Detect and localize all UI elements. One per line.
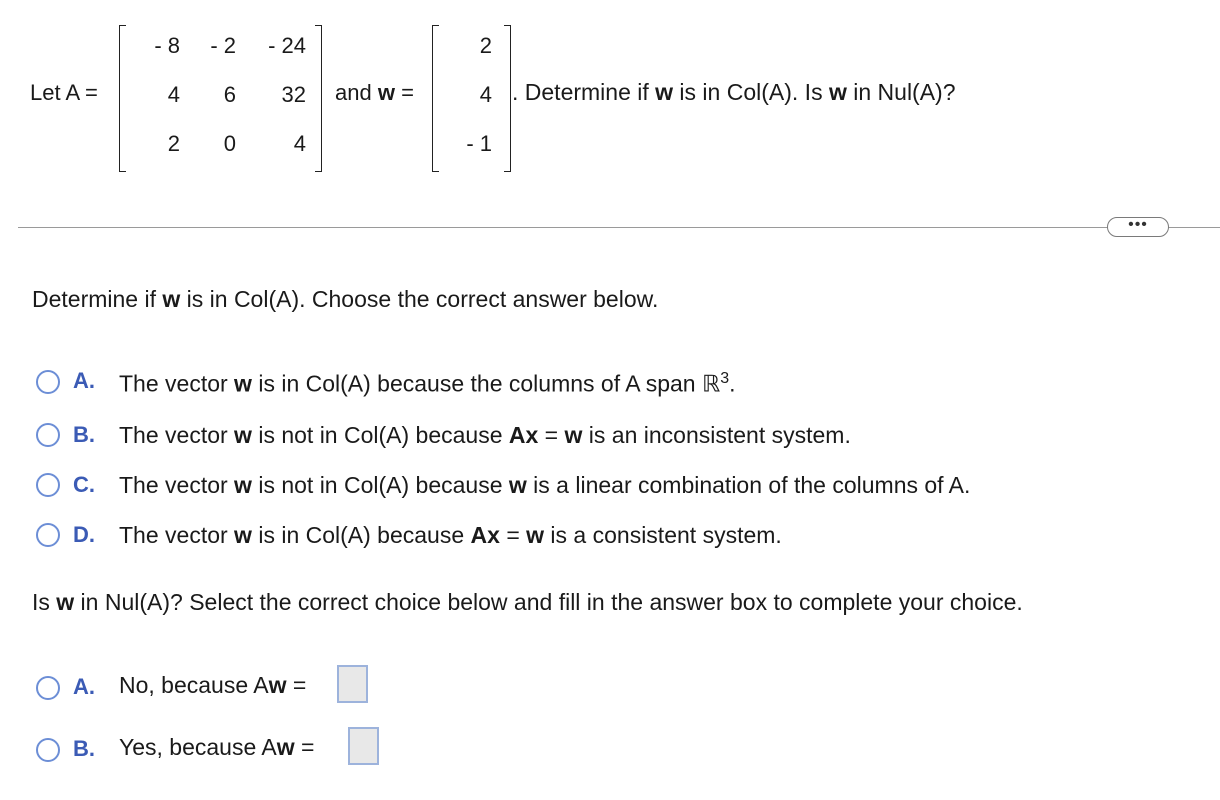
part1-option-c-text[interactable]: The vector w is not in Col(A) because w is a linear combination of the columns of A. [119, 472, 971, 498]
matrix-a-cell: 4 [167, 82, 180, 107]
matrix-a-cell: - 24 [268, 33, 306, 58]
part2-option-b-answer-box[interactable] [348, 727, 379, 765]
part1-option-c-letter: C. [73, 472, 95, 497]
part2-option-b-text[interactable]: Yes, because Aw = [119, 734, 315, 760]
vector-w-cell: 4 [479, 82, 492, 107]
part1-option-a-letter: A. [73, 368, 95, 393]
part1-option-b-radio[interactable] [36, 423, 60, 447]
more-options-button[interactable]: ••• [1107, 217, 1169, 237]
part2-option-a-letter: A. [73, 674, 95, 699]
matrix-a-cell: - 2 [210, 33, 236, 58]
vector-w-cell: 2 [479, 33, 492, 58]
matrix-a-cell: - 8 [154, 33, 180, 58]
matrix-a-cell: 0 [223, 131, 236, 156]
matrix-a-cell: 4 [293, 131, 306, 156]
part1-option-c-radio[interactable] [36, 473, 60, 497]
part1-option-d-letter: D. [73, 522, 95, 547]
matrix-a-cell: 32 [281, 82, 306, 107]
section-divider [18, 227, 1220, 228]
part2-option-a-radio[interactable] [36, 676, 60, 700]
part2-option-a-answer-box[interactable] [337, 665, 368, 703]
part1-option-d-radio[interactable] [36, 523, 60, 547]
matrix-a-right-bracket [315, 25, 322, 172]
matrix-a-cell: 6 [223, 82, 236, 107]
and-w-label: and w = [335, 80, 414, 105]
part1-option-b-letter: B. [73, 422, 95, 447]
matrix-a-cell: 2 [167, 131, 180, 156]
part2-prompt: Is w in Nul(A)? Select the correct choice below and fill in the answer box to complete your choice. [32, 589, 1023, 615]
vector-w-right-bracket [504, 25, 511, 172]
vector-w-cell: - 1 [466, 131, 492, 156]
part1-prompt: Determine if w is in Col(A). Choose the correct answer below. [32, 286, 659, 312]
part1-option-b-text[interactable]: The vector w is not in Col(A) because Ax = w is an inconsistent system. [119, 422, 851, 448]
part2-option-a-text[interactable]: No, because Aw = [119, 672, 307, 698]
part2-option-b-letter: B. [73, 736, 95, 761]
let-a-label: Let A = [30, 80, 98, 105]
part2-option-b-radio[interactable] [36, 738, 60, 762]
part1-option-a-radio[interactable] [36, 370, 60, 394]
vector-w-left-bracket [432, 25, 439, 172]
matrix-a-left-bracket [119, 25, 126, 172]
part1-option-d-text[interactable]: The vector w is in Col(A) because Ax = w is a consistent system. [119, 522, 782, 548]
part1-option-a-text[interactable]: The vector w is in Col(A) because the columns of A span ℝ$^3$. [119, 370, 736, 397]
problem-question: . Determine if w is in Col(A). Is w in Nul(A)? [512, 79, 956, 105]
